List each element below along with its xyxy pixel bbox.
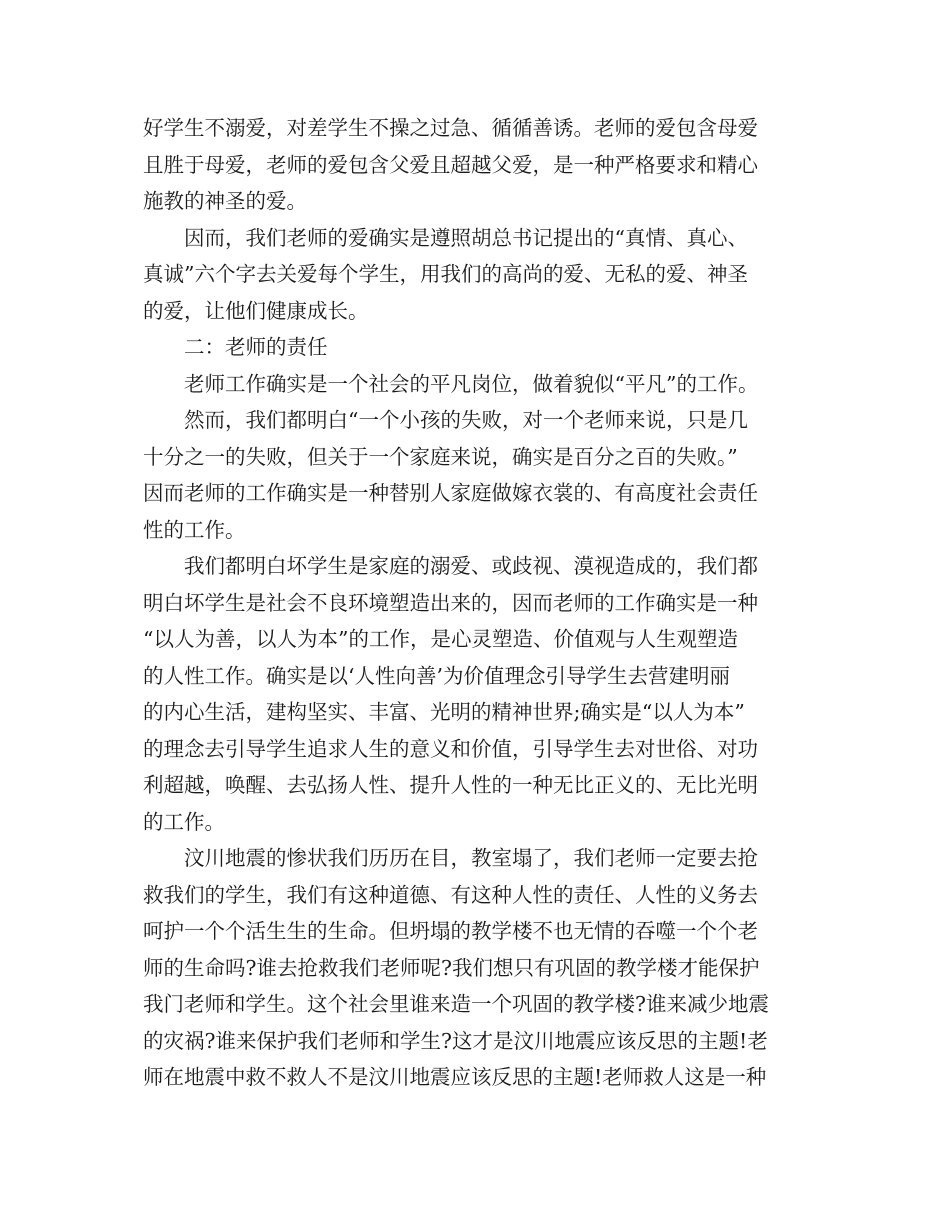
text-line: 的灾祸?谁来保护我们老师和学生?这才是汶川地震应该反思的主题!老 xyxy=(143,1028,768,1053)
text-line: 的内心生活，建构坚实、丰富、光明的精神世界;确实是“以人为本” xyxy=(143,700,745,724)
text-line: 明白坏学生是社会不良环境塑造出来的，因而老师的工作确实是一种 xyxy=(143,590,758,615)
text-line: 利超越，唤醒、去弘扬人性、提升人性的一种无比正义的、无比光明 xyxy=(143,773,758,797)
text-line: 师的生命吗?谁去抢救我们老师呢?我们想只有巩固的教学楼才能保护 xyxy=(143,955,760,980)
paragraph-start-line: 汶川地震的惨状我们历历在目，教室塌了，我们老师一定要去抢 xyxy=(184,846,758,870)
text-line: 的人性工作。确实是以‘人性向善’为价值理念引导学生去营建明丽 xyxy=(143,663,731,688)
text-line: 救我们的学生，我们有这种道德、有这种人性的责任、人性的义务去 xyxy=(143,882,758,907)
paragraph-start-line: 老师工作确实是一个社会的平凡岗位，做着貌似“平凡”的工作。 xyxy=(184,371,759,396)
text-line: 的爱，让他们健康成长。 xyxy=(143,298,369,323)
text-line: “以人为善，以人为本”的工作，是心灵塑造、价值观与人生观塑造 xyxy=(143,627,738,651)
paragraph-start-line: 我们都明白坏学生是家庭的溺爱、或歧视、漠视造成的，我们都 xyxy=(184,554,758,578)
text-line: 呵护一个个活生生的生命。但坍塌的教学楼不也无情的吞噬一个个老 xyxy=(143,919,758,943)
paragraph-start-line: 然而，我们都明白“一个小孩的失败，对一个老师来说，只是几 xyxy=(184,408,748,432)
text-line: 施教的神圣的爱。 xyxy=(143,189,307,213)
text-line: 的工作。 xyxy=(143,809,225,834)
text-line: 且胜于母爱，老师的爱包含父爱且超越父爱，是一种严格要求和精心 xyxy=(143,152,758,177)
text-line: 因而老师的工作确实是一种替别人家庭做嫁衣裳的、有高度社会责任 xyxy=(143,481,758,505)
text-line: 真诚”六个字去关爱每个学生，用我们的高尚的爱、无私的爱、神圣 xyxy=(143,262,748,286)
section-heading: 二：老师的责任 xyxy=(184,335,328,359)
text-line: 我门老师和学生。这个社会里谁来造一个巩固的教学楼?谁来减少地震 xyxy=(143,992,769,1016)
paragraph-start-line: 因而，我们老师的爱确实是遵照胡总书记提出的“真情、真心、 xyxy=(184,225,748,250)
document-body xyxy=(143,110,815,1096)
text-line: 师在地震中救不救人不是汶川地震应该反思的主题!老师救人这是一种 xyxy=(143,1065,767,1089)
text-line: 的理念去引导学生追求人生的意义和价值，引导学生去对世俗、对功 xyxy=(143,736,758,761)
text-line: 十分之一的失败，但关于一个家庭来说，确实是百分之百的失败。” xyxy=(143,444,738,469)
text-line: 好学生不溺爱，对差学生不操之过急、循循善诱。老师的爱包含母爱 xyxy=(143,116,758,140)
text-line: 性的工作。 xyxy=(143,517,246,542)
